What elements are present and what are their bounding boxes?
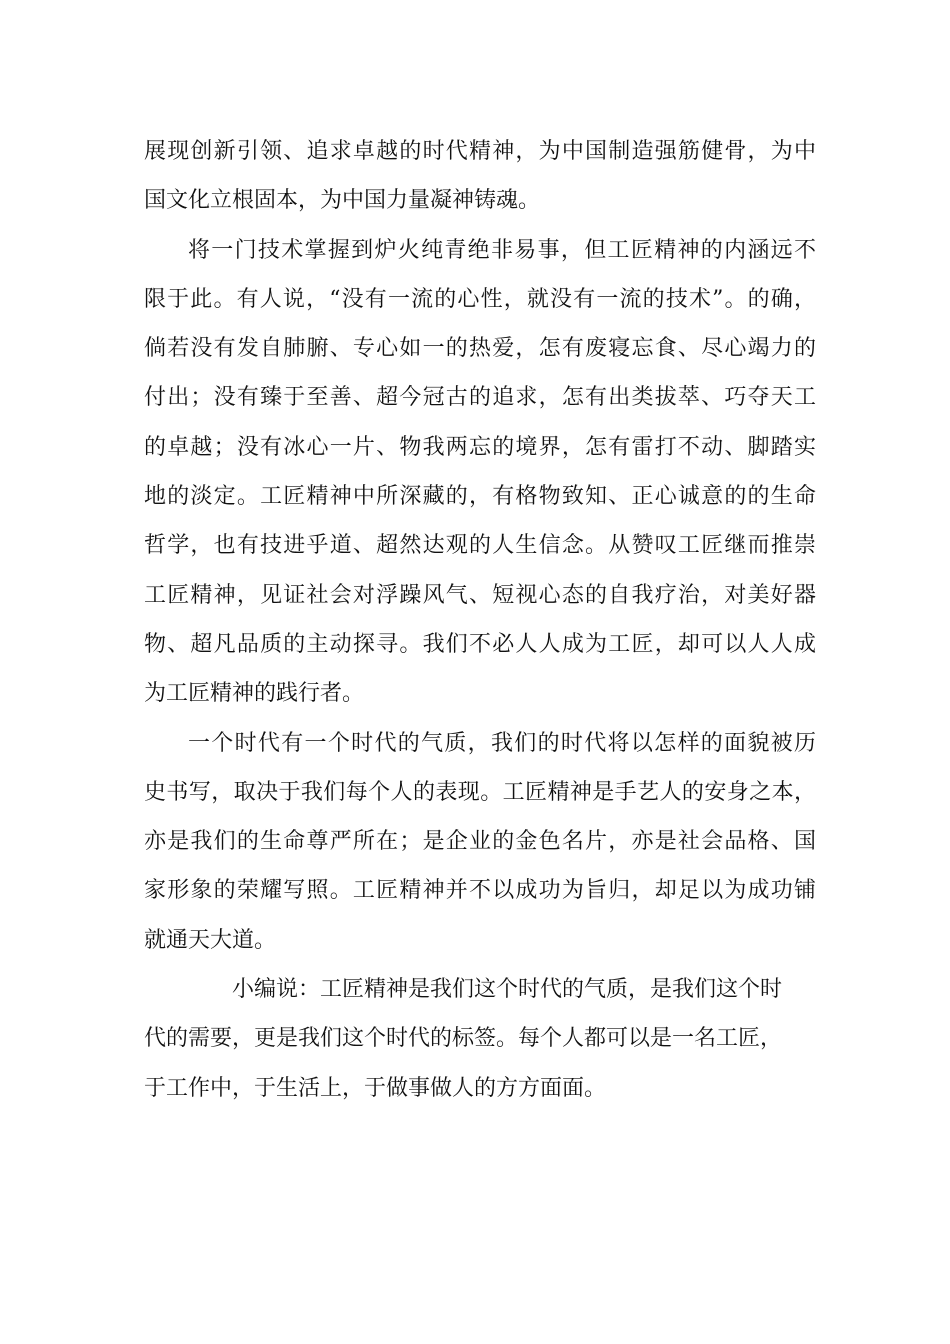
text-line: 展现创新引领、追求卓越的时代精神，为中国制造强筋健骨，为中 (144, 139, 816, 164)
text-line: 一个时代有一个时代的气质，我们的时代将以怎样的面貌被历 (188, 730, 816, 756)
text-line: 将一门技术掌握到炉火纯青绝非易事，但工匠精神的内涵远不 (188, 237, 816, 263)
text-line: 地的淡定。工匠精神中所深藏的，有格物致知、正心诚意的的生命 (144, 484, 816, 510)
text-line: 国文化立根固本，为中国力量凝神铸魂。 (144, 188, 541, 214)
text-line: 的卓越；没有冰心一片、物我两忘的境界，怎有雷打不动、脚踏实 (144, 434, 816, 460)
document-body (144, 134, 816, 1120)
text-line: 家形象的荣耀写照。工匠精神并不以成功为旨归，却足以为成功铺 (144, 878, 816, 904)
text-line: 工匠精神，见证社会对浮躁风气、短视心态的自我疗治，对美好器 (144, 582, 816, 608)
text-line: 哲学，也有技进乎道、超然达观的人生信念。从赞叹工匠继而推崇 (144, 533, 816, 559)
text-line: 代的需要，更是我们这个时代的标签。每个人都可以是一名工匠， (144, 1026, 783, 1052)
text-line: 亦是我们的生命尊严所在；是企业的金色名片，亦是社会品格、国 (144, 829, 816, 855)
text-line: 就通天大道。 (144, 927, 277, 953)
text-line: 小编说：工匠精神是我们这个时代的气质，是我们这个时 (232, 977, 783, 1003)
text-line: 物、超凡品质的主动探寻。我们不必人人成为工匠，却可以人人成 (144, 631, 816, 657)
text-line: 倘若没有发自肺腑、专心如一的热爱，怎有废寝忘食、尽心竭力的 (144, 336, 816, 362)
text-line: 限于此。有人说，“没有一流的心性，就没有一流的技术”。的确， (144, 286, 816, 312)
text-line: 付出；没有臻于至善、超今冠古的追求，怎有出类拔萃、巧夺天工 (144, 385, 816, 411)
text-line: 于工作中，于生活上，于做事做人的方方面面。 (144, 1075, 607, 1101)
text-line: 为工匠精神的践行者。 (144, 681, 365, 707)
text-line: 史书写，取决于我们每个人的表现。工匠精神是手艺人的安身之本， (144, 779, 816, 805)
